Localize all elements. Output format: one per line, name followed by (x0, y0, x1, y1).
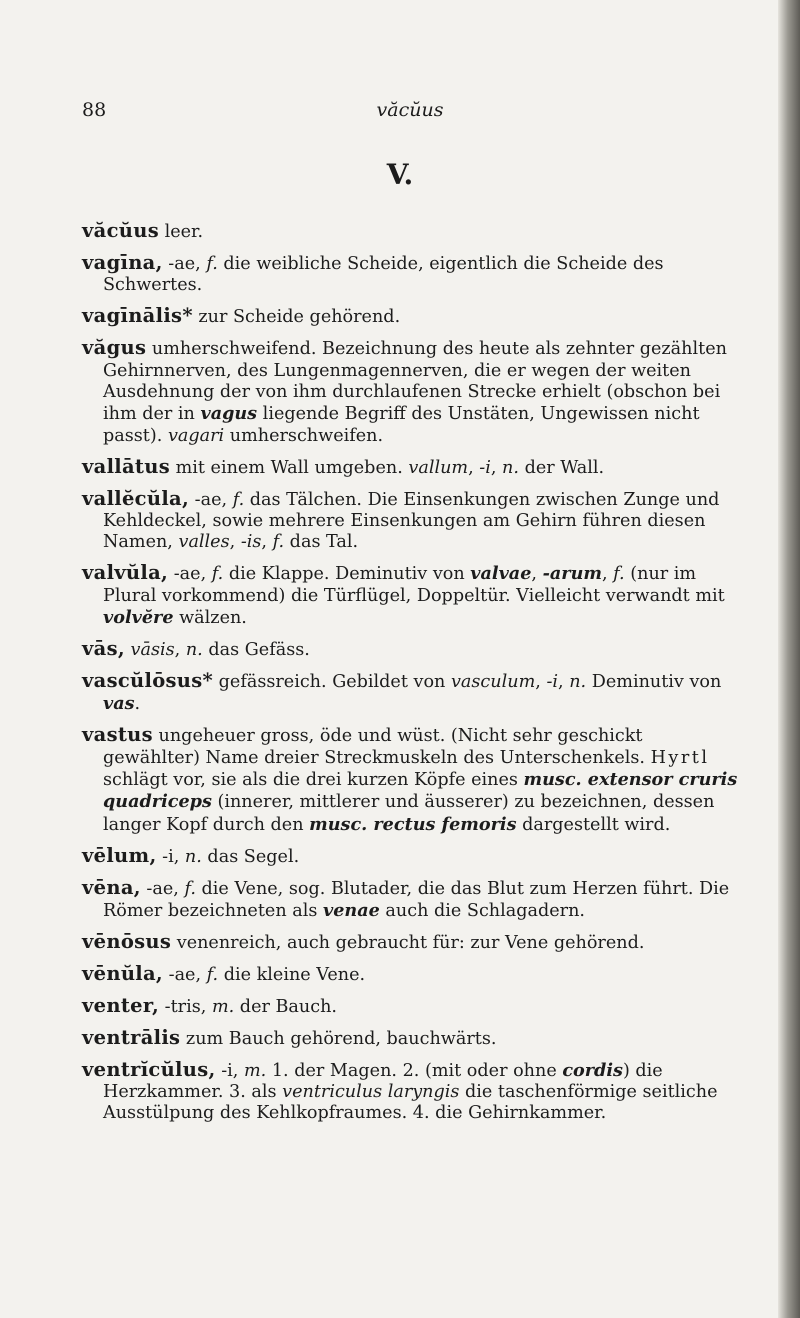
entry-headword: vagīna, (82, 250, 163, 274)
entry-text: ) die Herzkammer. 3. als (103, 1060, 663, 1102)
entry-text: (innerer, mittlerer und äusserer) zu bezeichnen, dessen langer Kopf durch den (103, 792, 715, 835)
entry-text: -ae, (163, 964, 207, 985)
entry-headword: vascŭlōsus* (82, 668, 214, 692)
entry-text: mit einem Wall umgeben. (169, 457, 409, 478)
entry-text: dargestellt wird. (516, 814, 671, 835)
entry-emphasis: n. (185, 640, 203, 660)
entry-headword: văcŭus (82, 219, 159, 242)
page-number: 88 (82, 99, 107, 121)
dictionary-entry (82, 995, 742, 1018)
entry-emphasis: f. (206, 964, 219, 985)
entry-text: ungeheuer gross, öde und wüst. (Nicht sehr geschickt gewählter) Name dreier Streckmuskeln des Unterschenkels. (103, 726, 651, 768)
entry-emphasis: m. (243, 1060, 267, 1081)
entry-text: umherschweifen. (224, 425, 384, 446)
entry-emphasis: f. (206, 253, 218, 274)
entry-text: Deminutiv von (586, 671, 722, 692)
entry-emphasis: vāsis (130, 640, 175, 660)
entry-text: -i, (156, 846, 185, 867)
entry-emphasis: -i (546, 671, 559, 692)
dictionary-entry (82, 638, 742, 661)
entry-headword: vēnŭla, (82, 961, 164, 985)
dictionary-entry (82, 724, 742, 836)
entry-text: die Klappe. Deminutiv von (223, 564, 471, 585)
entry-emphasis: n. (502, 457, 519, 478)
entry-text: 1. der Magen. 2. (mit oder ohne (266, 1060, 563, 1081)
entry-text: (nur im Plural vorkommend) die Türflügel, Doppeltür. Vielleicht verwandt mit (103, 564, 725, 606)
entry-text: umherschweifend. Bezeichnung des heute als zehnter gezählten Gehirnnerven, des Lungenmagennerven, die er wegen der weiten Ausdehnung der von ihm durchlaufenen Strecke erhielt (obschon bei ihm der in (103, 339, 727, 425)
entry-text: , (558, 671, 570, 692)
entry-emphasis: vas (103, 693, 135, 715)
entry-emphasis: f. (232, 489, 245, 510)
entry-headword: vastus (82, 723, 153, 747)
entry-emphasis: Hyrtl (650, 747, 710, 768)
section-letter: V. (386, 158, 414, 191)
entry-headword: vās, (82, 637, 125, 660)
entry-text: der Wall. (518, 457, 605, 478)
entry-text: das Gefäss. (202, 640, 310, 660)
entry-emphasis: -i (479, 457, 491, 478)
entry-headword: venter, (82, 993, 160, 1017)
entry-text: . (134, 694, 141, 715)
entry-text: , (490, 457, 503, 478)
dictionary-entry (82, 305, 742, 328)
entry-text: , (535, 671, 547, 692)
entry-emphasis: -is (240, 532, 262, 553)
page-edge-shadow (778, 0, 800, 1318)
entry-text: auch die Schlagadern. (379, 901, 586, 922)
entry-text: schlägt vor, sie als die drei kurzen Köpfe eines (103, 770, 524, 791)
dictionary-entry (82, 845, 742, 868)
entry-text: die taschenförmige seitliche Ausstülpung des Kehlkopfraumes. 4. die Gehirnkammer. (103, 1082, 718, 1124)
entry-text: das Tälchen. Die Einsenkungen zwischen Zunge und Kehldeckel, sowie mehrere Einsenkungen am Gehirn führen diesen Namen, (103, 489, 720, 553)
entry-text: , (261, 532, 273, 553)
entry-emphasis: musc. extensor cruris quadriceps (103, 769, 738, 813)
entry-emphasis: musc. rectus femoris (309, 813, 517, 835)
entry-emphasis: n. (569, 671, 587, 692)
entry-text: zur Scheide gehörend. (192, 307, 401, 328)
entry-text: liegende Begriff des Unstäten, Ungewissen nicht passt). (103, 404, 700, 446)
entry-text: die Vene, sog. Blutader, die das Blut zum Herzen führt. Die Römer bezeichneten als (103, 878, 730, 922)
dictionary-entry (82, 488, 742, 554)
dictionary-entry (82, 877, 742, 923)
entry-emphasis: f. (613, 564, 625, 585)
entry-headword: vēlum, (82, 843, 157, 867)
dictionary-entry (82, 562, 742, 629)
entry-text: -ae, (140, 878, 185, 899)
entry-text: wälzen. (173, 608, 247, 629)
dictionary-entry (82, 220, 742, 243)
dictionary-entry (82, 931, 742, 954)
entry-headword: vēnōsus (82, 929, 172, 953)
entry-emphasis: vallum (408, 457, 469, 478)
entry-emphasis: valvae (470, 563, 532, 585)
dictionary-entry (82, 963, 742, 986)
entry-emphasis: vagus (200, 403, 258, 425)
entry-headword: vallĕcŭla, (82, 486, 190, 510)
dictionary-entry (82, 337, 742, 447)
entry-emphasis: venae (323, 900, 380, 922)
dictionary-entry (82, 252, 742, 297)
dictionary-entry (82, 670, 742, 716)
entry-text: -tris, (159, 996, 212, 1017)
running-head: văcŭus (376, 99, 444, 121)
entry-text: venenreich, auch gebraucht für: zur Vene gehörend. (171, 932, 645, 953)
entry-emphasis: cordis (562, 1059, 623, 1081)
entry-text: , (174, 640, 186, 660)
entry-emphasis: vasculum (450, 671, 536, 692)
entry-text: , (531, 564, 543, 585)
entry-text: -ae, (189, 489, 233, 510)
entry-headword: valvŭla, (82, 561, 169, 585)
entry-emphasis: f. (184, 878, 196, 899)
entry-text: der Bauch. (234, 996, 338, 1017)
entry-text: leer. (158, 222, 204, 242)
dictionary-entry (82, 456, 742, 479)
entry-text: das Segel. (201, 846, 300, 867)
entry-text: zum Bauch gehörend, bauchwärts. (180, 1028, 497, 1049)
dictionary-entry (82, 1059, 742, 1125)
entry-text: , (601, 564, 614, 585)
entry-emphasis: ventriculus laryngis (282, 1082, 460, 1102)
entry-emphasis: volvĕre (103, 607, 174, 629)
entry-emphasis: f. (272, 532, 285, 553)
entry-emphasis: m. (211, 996, 235, 1017)
entry-emphasis: vagari (167, 425, 225, 446)
dictionary-entries (82, 220, 742, 1133)
entry-text: , (468, 457, 480, 478)
entry-headword: ventrālis (82, 1025, 181, 1049)
entry-emphasis: f. (211, 564, 224, 585)
entry-text: -ae, (168, 564, 212, 585)
entry-text: , (229, 532, 241, 553)
entry-text: das Tal. (284, 532, 359, 553)
entry-headword: vagīnālis* (82, 304, 193, 328)
entry-emphasis: -arum (542, 563, 602, 585)
entry-emphasis: n. (184, 846, 202, 867)
entry-text: die kleine Vene. (218, 964, 366, 985)
entry-text: -ae, (162, 253, 207, 274)
entry-text: die weibliche Scheide, eigentlich die Scheide des Schwertes. (103, 253, 664, 296)
entry-emphasis: valles (178, 532, 230, 553)
entry-text: gefässreich. Gebildet von (213, 671, 451, 692)
entry-headword: vēna, (82, 875, 141, 899)
entry-text: -i, (215, 1060, 244, 1081)
entry-headword: văgus (82, 336, 147, 360)
dictionary-entry (82, 1027, 742, 1050)
entry-headword: vallātus (82, 454, 170, 478)
entry-headword: ventrĭcŭlus, (82, 1057, 216, 1081)
